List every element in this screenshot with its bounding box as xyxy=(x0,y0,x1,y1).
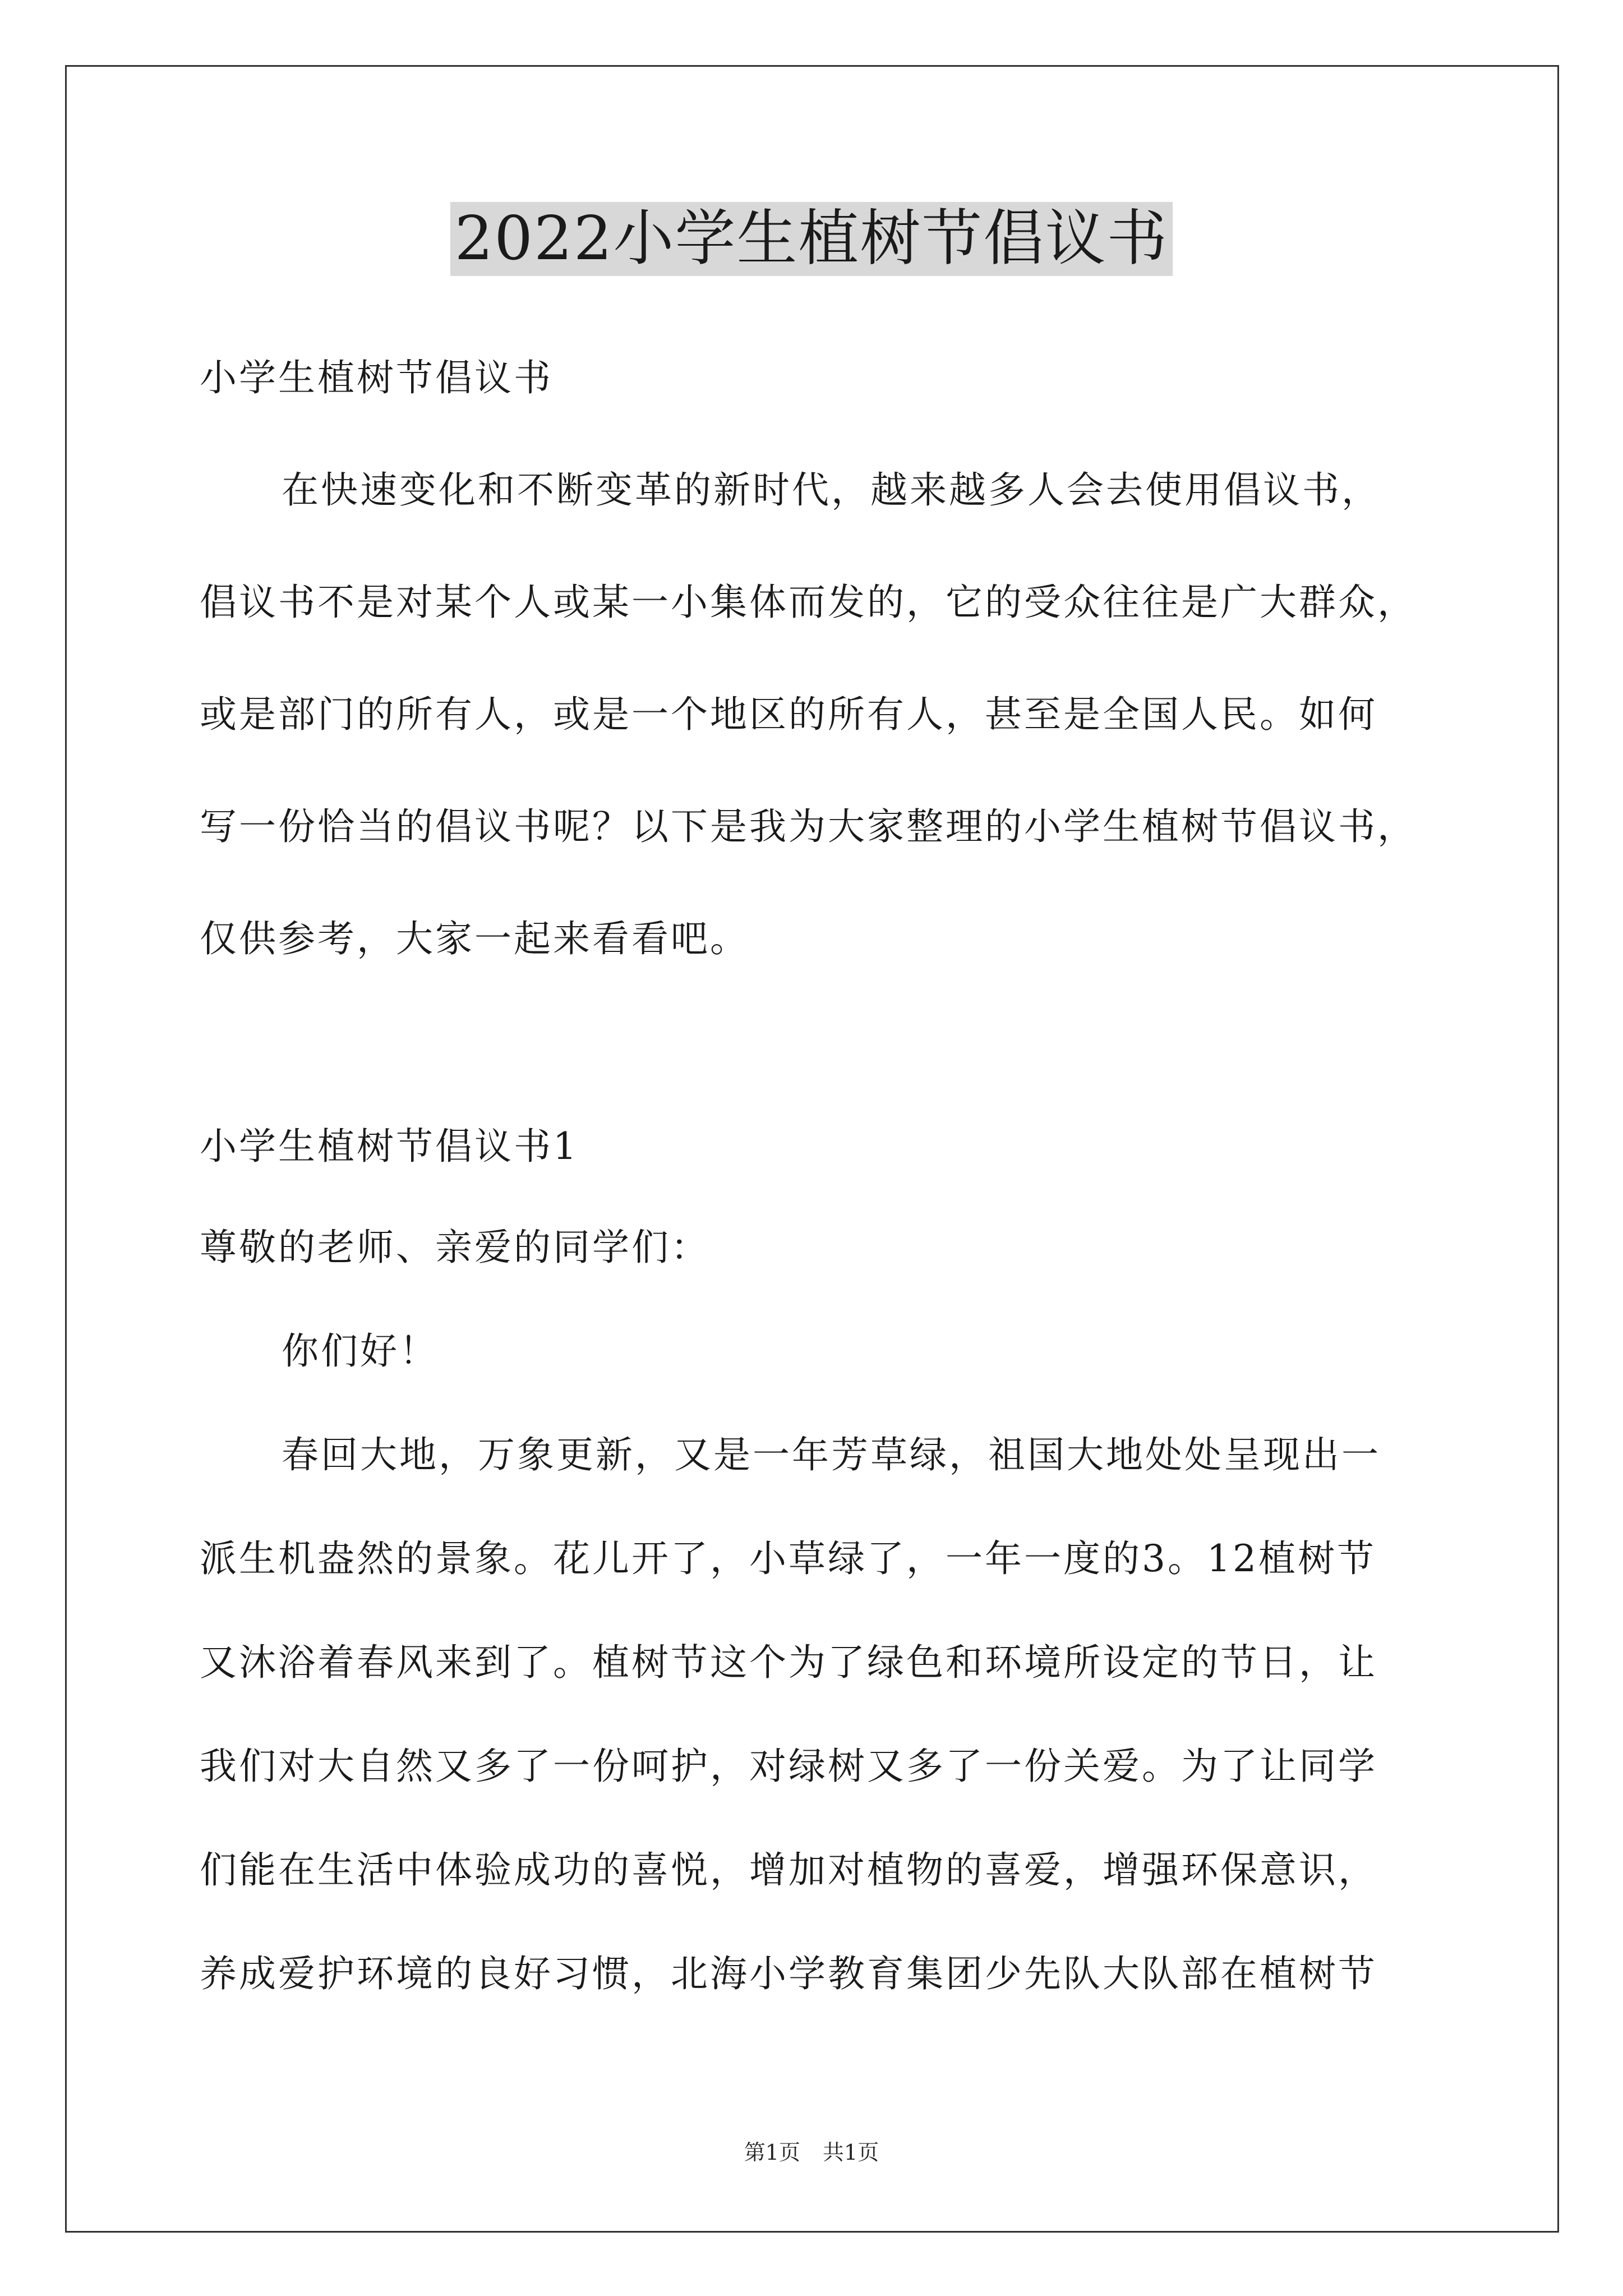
paragraph-line: 我们对大自然又多了一份呵护，对绿树又多了一份关爱。为了让同学 xyxy=(200,1745,1377,1788)
paragraph-line: 写一份恰当的倡议书呢？以下是我为大家整理的小学生植树节倡议书， xyxy=(200,805,1417,848)
greeting: 你们好！ xyxy=(282,1329,439,1373)
paragraph-line: 春回大地，万象更新，又是一年芳草绿，祖国大地处处呈现出一 xyxy=(282,1433,1381,1476)
paragraph-line: 或是部门的所有人，或是一个地区的所有人，甚至是全国人民。如何 xyxy=(200,693,1377,736)
paragraph-line: 们能在生活中体验成功的喜悦，增加对植物的喜爱，增强环保意识， xyxy=(200,1848,1377,1892)
paragraph-line: 派生机盎然的景象。花儿开了，小草绿了，一年一度的3。12植树节 xyxy=(200,1537,1376,1580)
paragraph-line: 倡议书不是对某个人或某一小集体而发的，它的受众往往是广大群众， xyxy=(200,581,1417,624)
paragraph-line: 在快速变化和不断变革的新时代，越来越多人会去使用倡议书， xyxy=(282,468,1381,512)
section-heading: 小学生植树节倡议书1 xyxy=(200,1125,579,1168)
page-footer xyxy=(0,2135,1623,2166)
document-title: 2022小学生植树节倡议书 xyxy=(450,202,1173,276)
paragraph-line: 养成爱护环境的良好习惯，北海小学教育集团少先队大队部在植树节 xyxy=(200,1952,1377,1995)
paragraph-line: 又沐浴着春风来到了。植树节这个为了绿色和环境所设定的节日，让 xyxy=(200,1641,1377,1684)
title-container xyxy=(0,202,1623,276)
current-page-label: 第1页 xyxy=(744,2140,800,2165)
salutation: 尊敬的老师、亲爱的同学们： xyxy=(200,1226,710,1269)
subtitle: 小学生植树节倡议书 xyxy=(200,356,553,399)
paragraph-line: 仅供参考，大家一起来看看吧。 xyxy=(200,917,749,960)
total-pages-label: 共1页 xyxy=(823,2140,879,2165)
